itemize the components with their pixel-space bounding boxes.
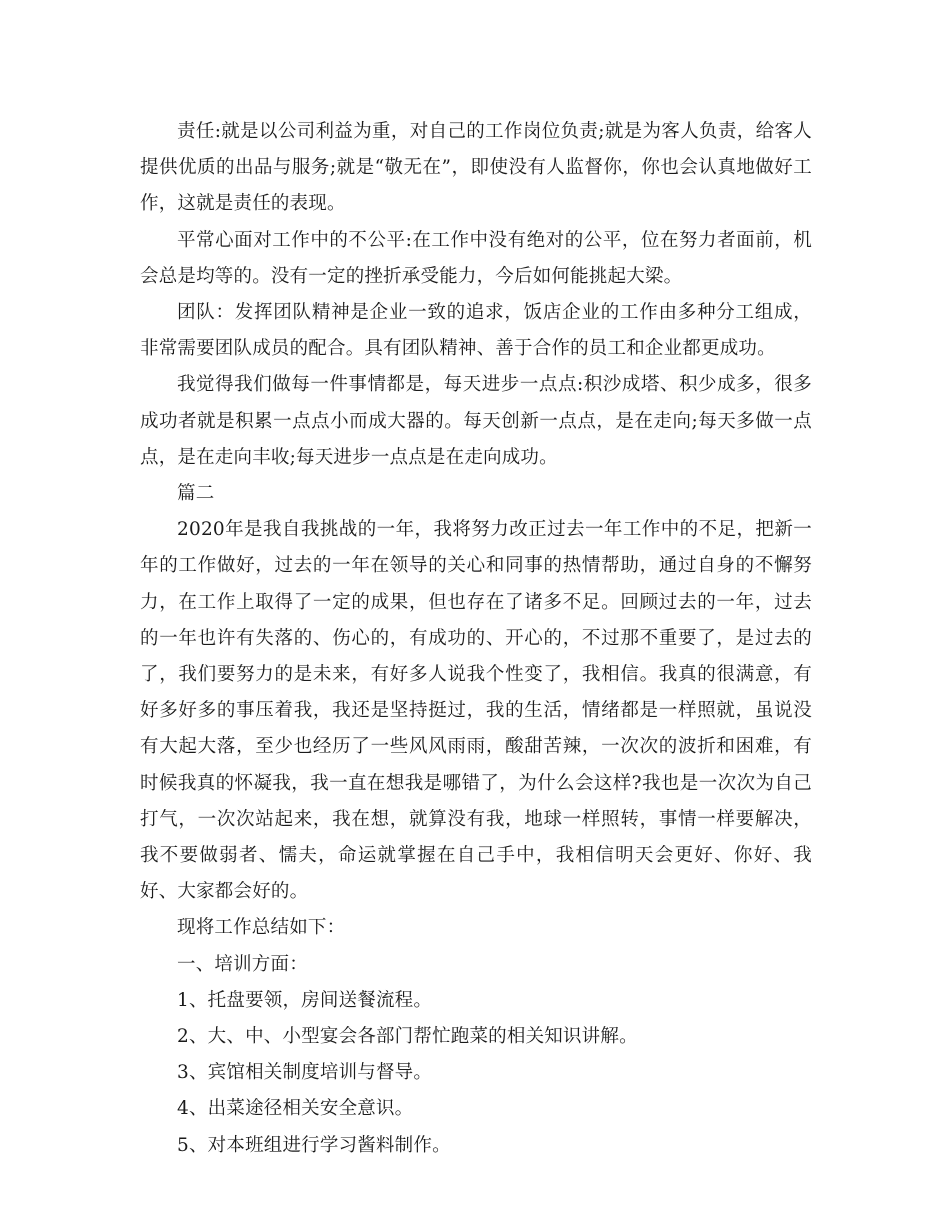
paragraph-responsibility: 责任:就是以公司利益为重，对自己的工作岗位负责;就是为客人负责，给客人提供优质的出品与服务;就是“敬无在”，即使没有人监督你，你也会认真地做好工作，这就是责任的表现。 xyxy=(140,121,812,215)
list-item: 3、宾馆相关制度培训与督导。 xyxy=(177,1062,433,1084)
list-item: 4、出菜途径相关安全意识。 xyxy=(177,1098,414,1120)
paragraph-summary-intro: 现将工作总结如下： xyxy=(177,917,346,939)
list-item: 5、对本班组进行学习酱料制作。 xyxy=(177,1134,451,1156)
list-item: 1、托盘要领，房间送餐流程。 xyxy=(177,989,433,1011)
paragraph-team: 团队：发挥团队精神是企业一致的追求，饭店企业的工作由多种分工组成，非常需要团队成员的配合。具有团队精神、善于合作的员工和企业都更成功。 xyxy=(140,302,812,360)
paragraph-progress: 我觉得我们做每一件事情都是，每天进步一点点:积沙成塔、积少成多，很多成功者就是积累一点点小而成大器的。每天创新一点点，是在走向;每天多做一点点，是在走向丰收;每天进步一点点是在走向成功。 xyxy=(140,374,812,468)
list-item: 2、大、中、小型宴会各部门帮忙跑菜的相关知识讲解。 xyxy=(177,1026,638,1048)
paragraph-training-heading: 一、培训方面： xyxy=(177,953,308,975)
paragraph-year-review: 2020年是我自我挑战的一年，我将努力改正过去一年工作中的不足，把新一年的工作做好，过去的一年在领导的关心和同事的热情帮助，通过自身的不懈努力，在工作上取得了一定的成果，但也存在了诸多不足。回顾过去的一年，过去的一年也许有失落的、伤心的，有成功的、开心的，不过那不重要了，是过去的了，我们要努力的是未来，有好多人说我个性变了，我相信。我真的很满意，有好多好多的事压着我，我还是坚持挺过，我的生活，情绪都是一样照就，虽说没有大起大落，至少也经历了一些风风雨雨，酸甜苦辣，一次次的波折和困难，有时候我真的怀凝我，我一直在想我是哪错了，为什么会这样?我也是一次次为自己打气，一次次站起来，我在想，就算没有我，地球一样照转，事情一样要解决，我不要做弱者、懦夫，命运就掌握在自己手中，我相信明天会更好、你好、我好、大家都会好的。 xyxy=(140,519,812,903)
section-heading: 篇二 xyxy=(177,483,215,505)
paragraph-fairness: 平常心面对工作中的不公平:在工作中没有绝对的公平，位在努力者面前，机会总是均等的。没有一定的挫折承受能力，今后如何能挑起大梁。 xyxy=(140,229,812,287)
document-body xyxy=(140,114,812,1164)
